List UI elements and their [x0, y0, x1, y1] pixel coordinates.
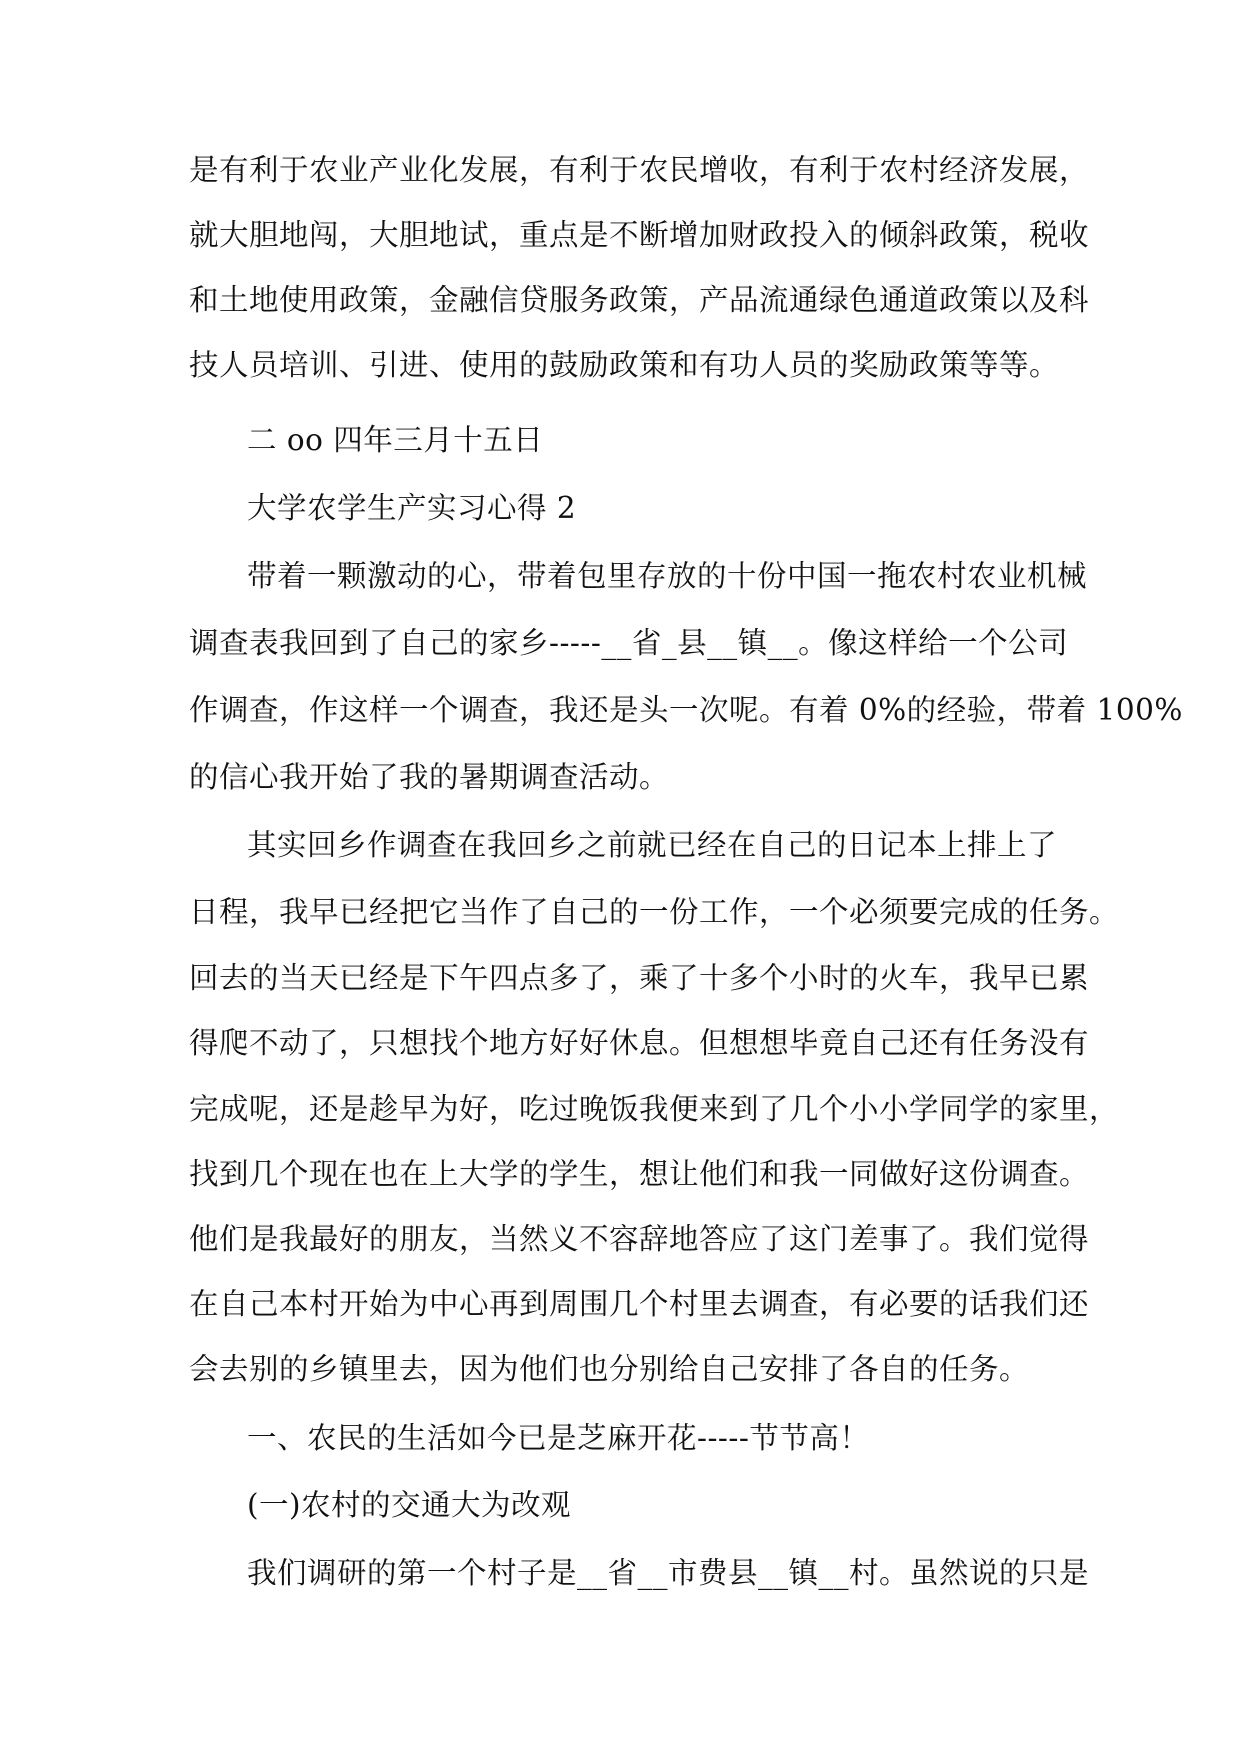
text-line: 找到几个现在也在上大学的学生，想让他们和我一同做好这份调查。	[189, 1157, 1090, 1191]
text-line: 在自己本村开始为中心再到周围几个村里去调查，有必要的话我们还	[189, 1287, 1090, 1321]
text-line: 技人员培训、引进、使用的鼓励政策和有功人员的奖励政策等等。	[189, 348, 1060, 382]
text-line: 他们是我最好的朋友，当然义不容辞地答应了这门差事了。我们觉得	[189, 1222, 1090, 1256]
paragraph-start: 我们调研的第一个村子是__省__市费县__镇__村。虽然说的只是	[247, 1556, 1090, 1590]
text-line: 调查表我回到了自己的家乡-----__省_县__镇__。像这样给一个公司	[189, 626, 1069, 660]
text-line: 的信心我开始了我的暑期调查活动。	[189, 760, 670, 794]
text-line: 和土地使用政策，金融信贷服务政策，产品流通绿色通道政策以及科	[189, 283, 1090, 317]
heading-line: 一、农民的生活如今已是芝麻开花-----节节高！	[247, 1421, 870, 1455]
paragraph-start: 其实回乡作调查在我回乡之前就已经在自己的日记本上排上了	[247, 828, 1058, 862]
section-title: 大学农学生产实习心得 2	[247, 491, 577, 525]
text-line: 得爬不动了，只想找个地方好好休息。但想想毕竟自己还有任务没有	[189, 1026, 1090, 1060]
text-line: 日程，我早已经把它当作了自己的一份工作，一个必须要完成的任务。	[189, 895, 1120, 929]
subheading-line: (一)农村的交通大为改观	[247, 1488, 572, 1522]
text-line: 作调查，作这样一个调查，我还是头一次呢。有着 0%的经验，带着 100%	[189, 693, 1183, 727]
text-line: 就大胆地闯，大胆地试，重点是不断增加财政投入的倾斜政策，税收	[189, 218, 1090, 252]
date-line: 二 oo 四年三月十五日	[247, 423, 544, 457]
text-line: 回去的当天已经是下午四点多了，乘了十多个小时的火车，我早已累	[189, 961, 1090, 995]
paragraph-start: 带着一颗激动的心，带着包里存放的十份中国一拖农村农业机械	[247, 559, 1088, 593]
text-line: 是有利于农业产业化发展，有利于农民增收，有利于农村经济发展，	[189, 153, 1090, 187]
text-line: 会去别的乡镇里去，因为他们也分别给自己安排了各自的任务。	[189, 1352, 1030, 1386]
text-line: 完成呢，还是趁早为好，吃过晚饭我便来到了几个小小学同学的家里，	[189, 1092, 1120, 1126]
